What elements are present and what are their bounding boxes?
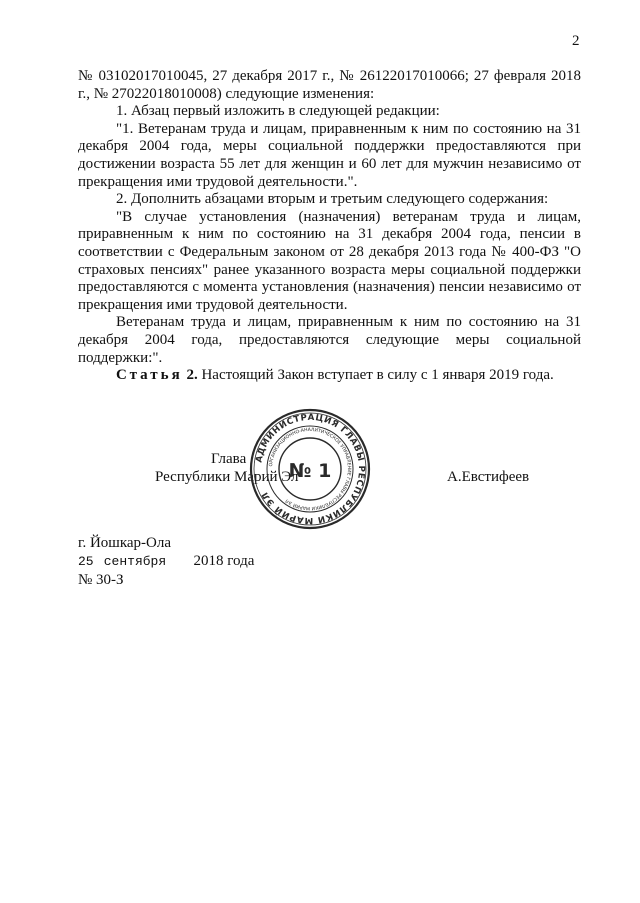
date-year: 2018 года [193, 553, 255, 569]
article-2 [78, 367, 581, 385]
paragraph-quote-3: Ветеранам труда и лицам, приравненным к ним по состоянию на 31 декабря 2004 года, предоставляются следующие меры социальной поддержки:". [78, 314, 581, 366]
article-number: 2. [186, 367, 198, 384]
paragraph-item-1: 1. Абзац первый изложить в следующей редакции: [116, 103, 440, 120]
place-date-block [78, 534, 254, 589]
date-month: сентября [103, 554, 167, 569]
article-text: Настоящий Закон вступает в силу с 1 января 2019 года. [201, 367, 554, 384]
seal-center-number: № 1 [288, 460, 332, 482]
signatory-title-line2: Республики Марий Эл [155, 469, 299, 485]
signatory-name: А.Евстифеев [447, 469, 530, 485]
page-number: 2 [572, 33, 580, 49]
seal-inner-text: ОРГАНИЗАЦИОННО-АНАЛИТИЧЕСКОЕ УПРАВЛЕНИЕ ГЛАВЫ РЕСПУБЛИКИ МАРИЙ ЭЛ [269, 427, 352, 511]
paragraph-quote-1: "1. Ветеранам труда и лицам, приравненным к ним по состоянию на 31 декабря 2004 года, меры социальной поддержки предоставляются при достижении возраста 55 лет для женщин и 60 лет для мужчин независимо от прекращения ими трудовой деятельности.". [78, 120, 581, 190]
paragraph-item-2: 2. Дополнить абзацами вторым и третьим следующего содержания: [116, 191, 549, 208]
date-line [78, 552, 254, 571]
official-seal [248, 407, 372, 531]
city: г. Йошкар-Ола [78, 535, 172, 551]
paragraph-intro: № 03102017010045, 27 декабря 2017 г., № 26122017010066; 27 февраля 2018 г., № 27022018010008) следующие изменения: [78, 68, 581, 102]
date-day: 25 [78, 554, 94, 569]
document-body [78, 68, 581, 385]
signatory-title-line1: Глава [211, 451, 247, 467]
seal-outer-text: АДМИНИСТРАЦИЯ ГЛАВЫ РЕСПУБЛИКИ МАРИЙ ЭЛ [254, 412, 367, 526]
law-number: № 30-З [78, 572, 124, 588]
paragraph-quote-2: "В случае установления (назначения) ветеранам труда и лицам, приравненным к ним по состоянию на 31 декабря 2004 года, пенсии в соответствии с Федеральным законом от 28 декабря 2013 года № 400-ФЗ "О страховых пенсиях" ранее указанного возраста меры социальной поддержки предоставляются с момента установления (назначения) пенсии независимо от прекращения ими трудовой деятельности. [78, 208, 581, 313]
article-label: Статья [116, 367, 183, 384]
